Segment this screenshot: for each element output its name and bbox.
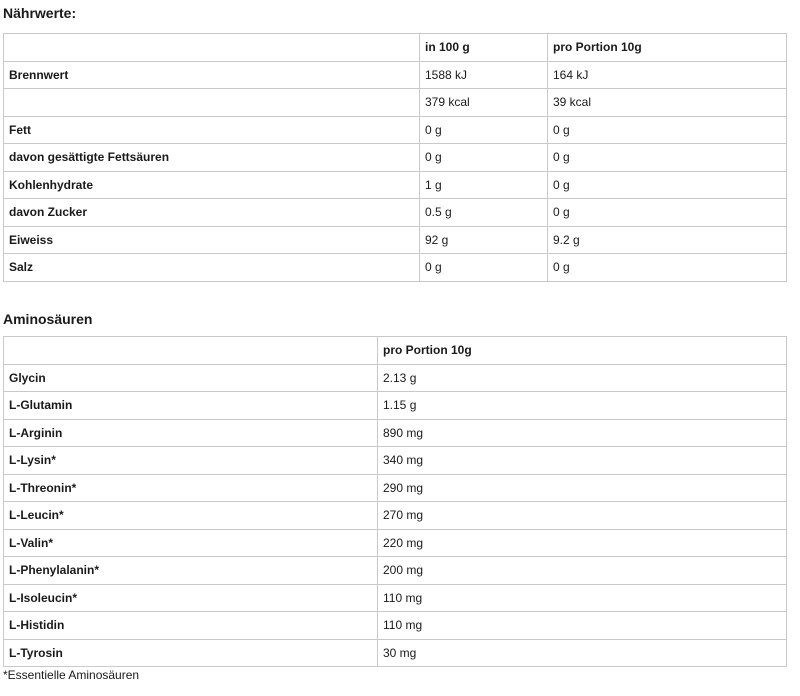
table-row	[4, 612, 787, 640]
nutrient-label: Brennwert	[4, 61, 420, 89]
value-per-portion: 39 kcal	[548, 89, 787, 117]
value-per-portion: 30 mg	[378, 639, 787, 667]
table-row	[4, 61, 787, 89]
table-row	[4, 584, 787, 612]
amino-label: L-Histidin	[4, 612, 378, 640]
table-row	[4, 474, 787, 502]
table-row	[4, 419, 787, 447]
amino-label: L-Phenylalanin*	[4, 557, 378, 585]
table-row	[4, 226, 787, 254]
table-row	[4, 639, 787, 667]
value-per-portion: 0 g	[548, 116, 787, 144]
value-per-portion: 0 g	[548, 171, 787, 199]
value-per-portion: 110 mg	[378, 584, 787, 612]
amino-label: L-Isoleucin*	[4, 584, 378, 612]
value-per-portion: 0 g	[548, 254, 787, 282]
amino-label: L-Leucin*	[4, 502, 378, 530]
header-cell	[4, 337, 378, 365]
value-per-100g: 0 g	[420, 254, 548, 282]
value-per-portion: 290 mg	[378, 474, 787, 502]
header-cell: pro Portion 10g	[548, 34, 787, 62]
footnote: *Essentielle Aminosäuren	[3, 668, 140, 682]
table-row	[4, 557, 787, 585]
value-per-100g: 92 g	[420, 226, 548, 254]
table-row	[4, 502, 787, 530]
table-row	[4, 89, 787, 117]
value-per-100g: 1588 kJ	[420, 61, 548, 89]
table-row	[4, 171, 787, 199]
value-per-100g: 0 g	[420, 144, 548, 172]
header-cell: in 100 g	[420, 34, 548, 62]
value-per-portion: 0 g	[548, 144, 787, 172]
value-per-portion: 340 mg	[378, 447, 787, 475]
header-cell: pro Portion 10g	[378, 337, 787, 365]
value-per-100g: 0.5 g	[420, 199, 548, 227]
value-per-portion: 200 mg	[378, 557, 787, 585]
table-row	[4, 199, 787, 227]
nutrient-label: davon gesättigte Fettsäuren	[4, 144, 420, 172]
table-row	[4, 116, 787, 144]
value-per-portion: 9.2 g	[548, 226, 787, 254]
value-per-portion: 1.15 g	[378, 392, 787, 420]
table-header-row	[4, 34, 787, 62]
nutrient-label	[4, 89, 420, 117]
nutrient-label: Salz	[4, 254, 420, 282]
aminosaeuren-heading: Aminosäuren	[3, 311, 93, 327]
nutrient-label: Fett	[4, 116, 420, 144]
value-per-portion: 0 g	[548, 199, 787, 227]
value-per-portion: 2.13 g	[378, 364, 787, 392]
aminosaeuren-table	[3, 336, 787, 667]
table-header-row	[4, 337, 787, 365]
table-row	[4, 392, 787, 420]
value-per-100g: 1 g	[420, 171, 548, 199]
header-cell	[4, 34, 420, 62]
nutrient-label: Eiweiss	[4, 226, 420, 254]
value-per-100g: 379 kcal	[420, 89, 548, 117]
nutrient-label: davon Zucker	[4, 199, 420, 227]
value-per-portion: 164 kJ	[548, 61, 787, 89]
naehrwerte-table	[3, 33, 787, 282]
value-per-portion: 890 mg	[378, 419, 787, 447]
table-row	[4, 529, 787, 557]
value-per-portion: 220 mg	[378, 529, 787, 557]
amino-label: L-Glutamin	[4, 392, 378, 420]
table-row	[4, 144, 787, 172]
table-row	[4, 447, 787, 475]
amino-label: L-Arginin	[4, 419, 378, 447]
amino-label: Glycin	[4, 364, 378, 392]
value-per-portion: 270 mg	[378, 502, 787, 530]
nutrient-label: Kohlenhydrate	[4, 171, 420, 199]
naehrwerte-heading: Nährwerte:	[3, 5, 77, 21]
amino-label: L-Lysin*	[4, 447, 378, 475]
amino-label: L-Valin*	[4, 529, 378, 557]
value-per-100g: 0 g	[420, 116, 548, 144]
table-row	[4, 364, 787, 392]
value-per-portion: 110 mg	[378, 612, 787, 640]
amino-label: L-Threonin*	[4, 474, 378, 502]
amino-label: L-Tyrosin	[4, 639, 378, 667]
table-row	[4, 254, 787, 282]
